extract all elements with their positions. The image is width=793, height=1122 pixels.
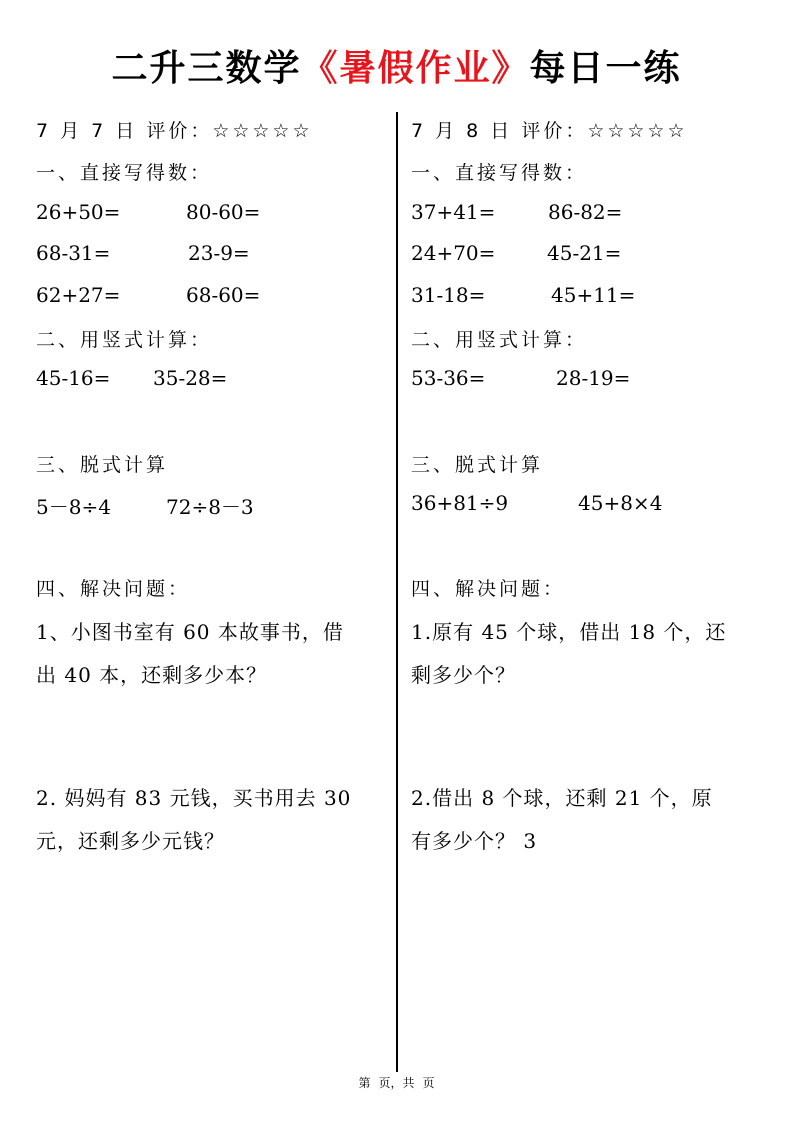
section-3-title: 三、脱式计算 <box>36 454 169 476</box>
equation: 62+27= <box>36 283 121 307</box>
section-3-title: 三、脱式计算 <box>411 454 544 476</box>
expression: 5－8÷4 <box>36 495 111 519</box>
title-main: 二升三数学 <box>111 48 302 89</box>
column-divider <box>396 112 398 1072</box>
problem-2-line-2: 元，还剩多少元钱？ <box>36 829 225 853</box>
problem-2-line-1: 2.借出 8 个球，还剩 21 个，原 <box>411 786 713 810</box>
section-2-title: 二、用竖式计算： <box>36 329 213 351</box>
expression: 36+81÷9 <box>411 491 509 515</box>
footer-page-suffix: 页 <box>422 1076 435 1090</box>
equation: 23-9= <box>188 241 250 265</box>
title-highlight: 《暑假作业》 <box>301 48 530 89</box>
expression: 72÷8－3 <box>166 495 254 519</box>
section-4-title: 四、解决问题： <box>411 578 566 600</box>
equation: 80-60= <box>186 200 261 224</box>
equation: 45-16= <box>36 366 111 390</box>
section-1-title: 一、直接写得数： <box>36 162 213 184</box>
equation: 37+41= <box>411 200 496 224</box>
equation: 86-82= <box>548 200 623 224</box>
equation: 26+50= <box>36 200 121 224</box>
expression: 45+8×4 <box>578 491 663 515</box>
section-1-title: 一、直接写得数： <box>411 162 588 184</box>
equation: 68-31= <box>36 241 111 265</box>
equation: 53-36= <box>411 366 486 390</box>
problem-1-line-1: 1、小图书室有 60 本故事书，借 <box>36 620 344 644</box>
title-tail: 每日一练 <box>529 48 682 89</box>
equation: 31-18= <box>411 283 486 307</box>
date-rating-line: 7 月 7 日 评价：☆☆☆☆☆ <box>36 120 313 142</box>
problem-1-line-2: 剩多少个？ <box>411 663 516 687</box>
equation: 68-60= <box>186 283 261 307</box>
equation: 35-28= <box>153 366 228 390</box>
page-title <box>0 40 793 91</box>
equation: 45+11= <box>551 283 636 307</box>
date-rating-line: 7 月 8 日 评价：☆☆☆☆☆ <box>411 120 688 142</box>
footer-page-label: 第 <box>358 1076 371 1090</box>
footer-page-total-label: 页，共 <box>378 1076 415 1090</box>
problem-1-line-1: 1.原有 45 个球，借出 18 个，还 <box>411 620 727 644</box>
equation: 24+70= <box>411 241 496 265</box>
page-footer <box>0 1074 793 1091</box>
problem-2-line-1: 2. 妈妈有 83 元钱，买书用去 30 <box>36 786 352 810</box>
equation: 45-21= <box>547 241 622 265</box>
section-2-title: 二、用竖式计算： <box>411 329 588 351</box>
problem-2-line-2: 有多少个？ 3 <box>411 829 538 853</box>
equation: 28-19= <box>556 366 631 390</box>
problem-1-line-2: 出 40 本，还剩多少本？ <box>36 663 268 687</box>
section-4-title: 四、解决问题： <box>36 578 191 600</box>
